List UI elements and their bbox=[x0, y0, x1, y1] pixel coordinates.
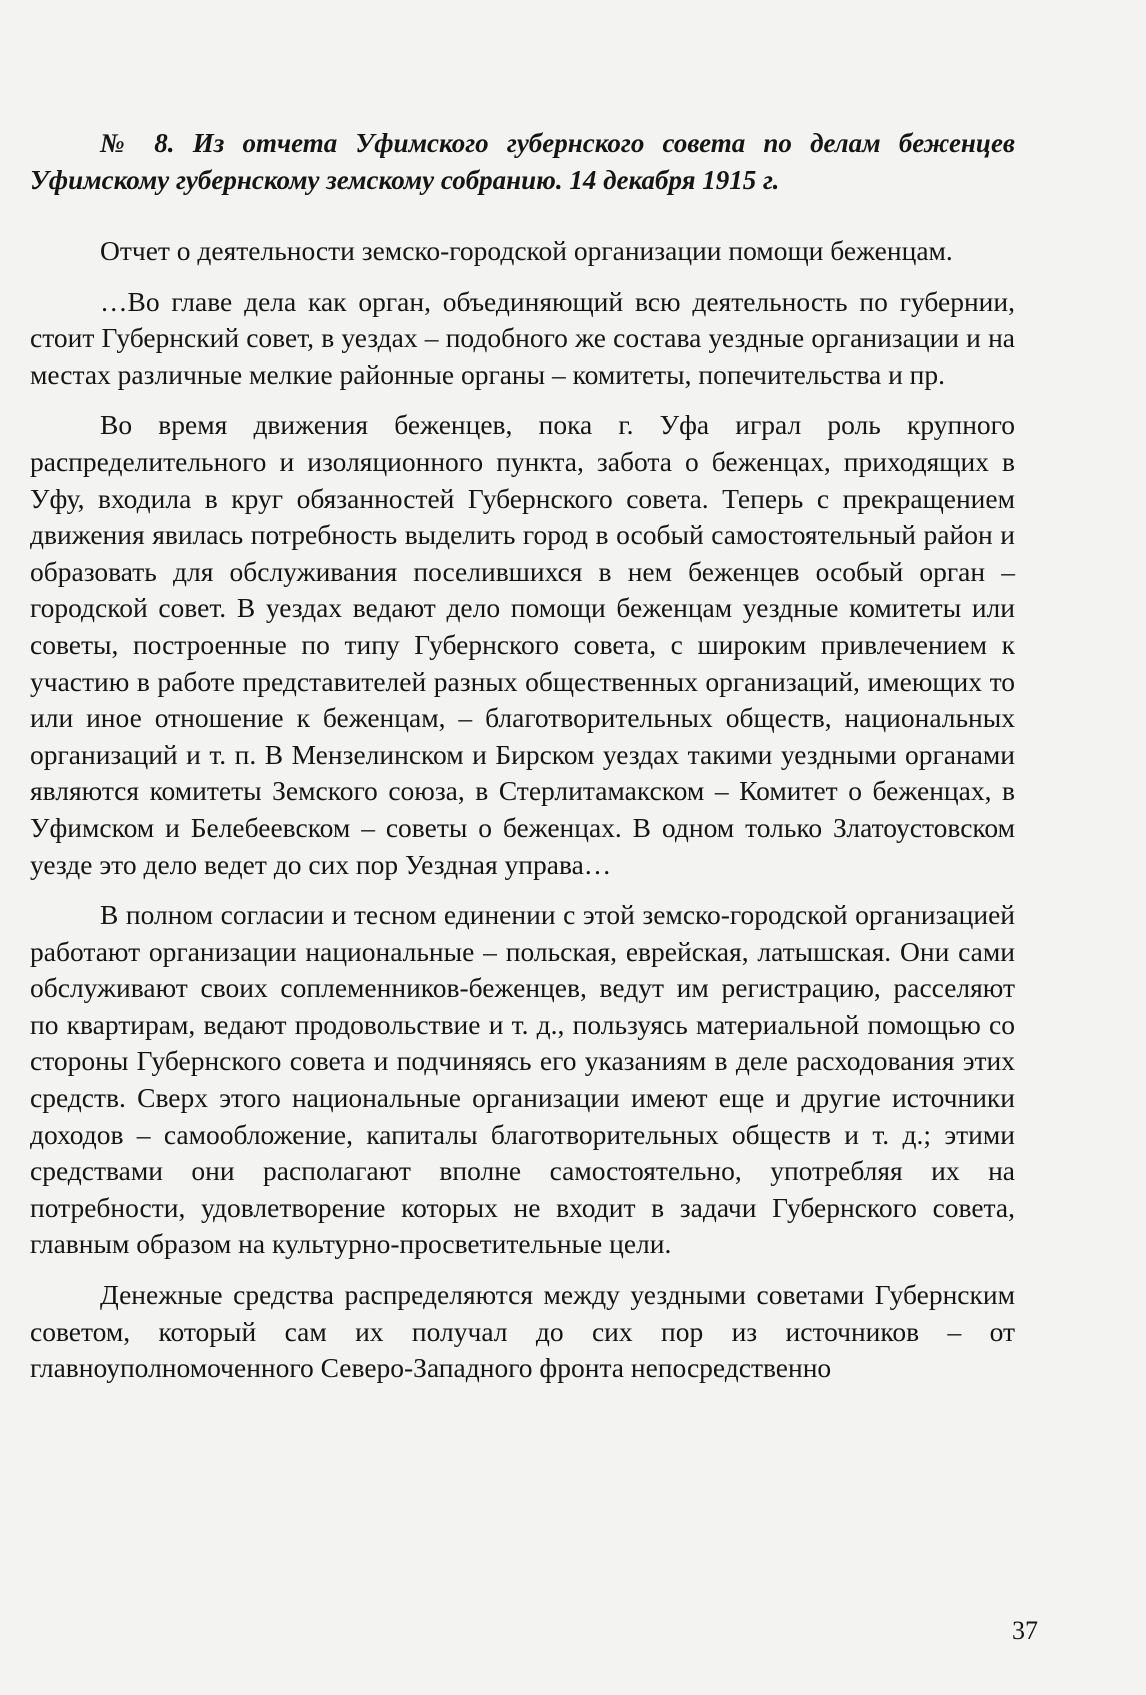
paragraph-2: …Во главе дела как орган, объединяющий всю деятельность по губернии, стоит Губернский совет, в уездах – подобного же состава уездные организации и на местах различные мелкие районные органы – комитеты, попечительства и пр. bbox=[30, 285, 1015, 390]
paragraph-4: В полном согласии и тесном единении с этой земско-городской организацией работают организации национальные – польская, еврейская, латышская. Они сами обслуживают своих соплеменников-беженцев, ведут им регистрацию, расселяют по квартирам, ведают продовольствие и т. д., пользуясь материальной помощью со стороны Губернского совета и подчиняясь его указаниям в деле расходования этих средств. Сверх этого национальные организации имеют еще и другие источники доходов – самообложение, капиталы благотворительных обществ и т. д.; этими средствами они располагают вполне самостоятельно, употребляя их на потребности, удовлетворение которых не входит в задачи Губернского совета, главным образом на культурно-просветительные цели. bbox=[30, 899, 1015, 1260]
document-body bbox=[30, 125, 1015, 1401]
paragraph-1: Отчет о деятельности земско-городской организации помощи беженцам. bbox=[100, 235, 953, 266]
page-number: 37 bbox=[1012, 1616, 1038, 1645]
paragraph-3: Во время движения беженцев, пока г. Уфа играл роль крупного распределительного и изоляционного пункта, забота о беженцах, приходящих в Уфу, входила в круг обязанностей Губернского совета. Теперь с прекращением движения явилась потребность выделить город в особый самостоятельный район и образовать для обслуживания поселившихся в нем беженцев особый орган – городской совет. В уездах ведают дело помощи беженцам уездные комитеты или советы, построенные по типу Губернского совета, с широким привлечением к участию в работе представителей разных общественных организаций, имеющих то или иное отношение к беженцам, – благотворительных обществ, национальных организаций и т. п. В Мензелинском и Бирском уездах такими уездными органами являются комитеты Земского союза, в Стерлитамакском – Комитет о беженцах, в Уфимском и Белебеевском – советы о беженцах. В одном только Златоустовском уезде это дело ведет до сих пор Уездная управа… bbox=[30, 409, 1015, 880]
paragraph-5: Денежные средства распределяются между уездными советами Губернским советом, который сам их получал до сих пор из источников – от главноуполномоченного Северо-Западного фронта непосредственно bbox=[30, 1279, 1015, 1384]
document-heading: № 8. Из отчета Уфимского губернского совета по делам беженцев Уфимскому губернскому земскому собранию. 14 декабря 1915 г. bbox=[30, 128, 1015, 195]
